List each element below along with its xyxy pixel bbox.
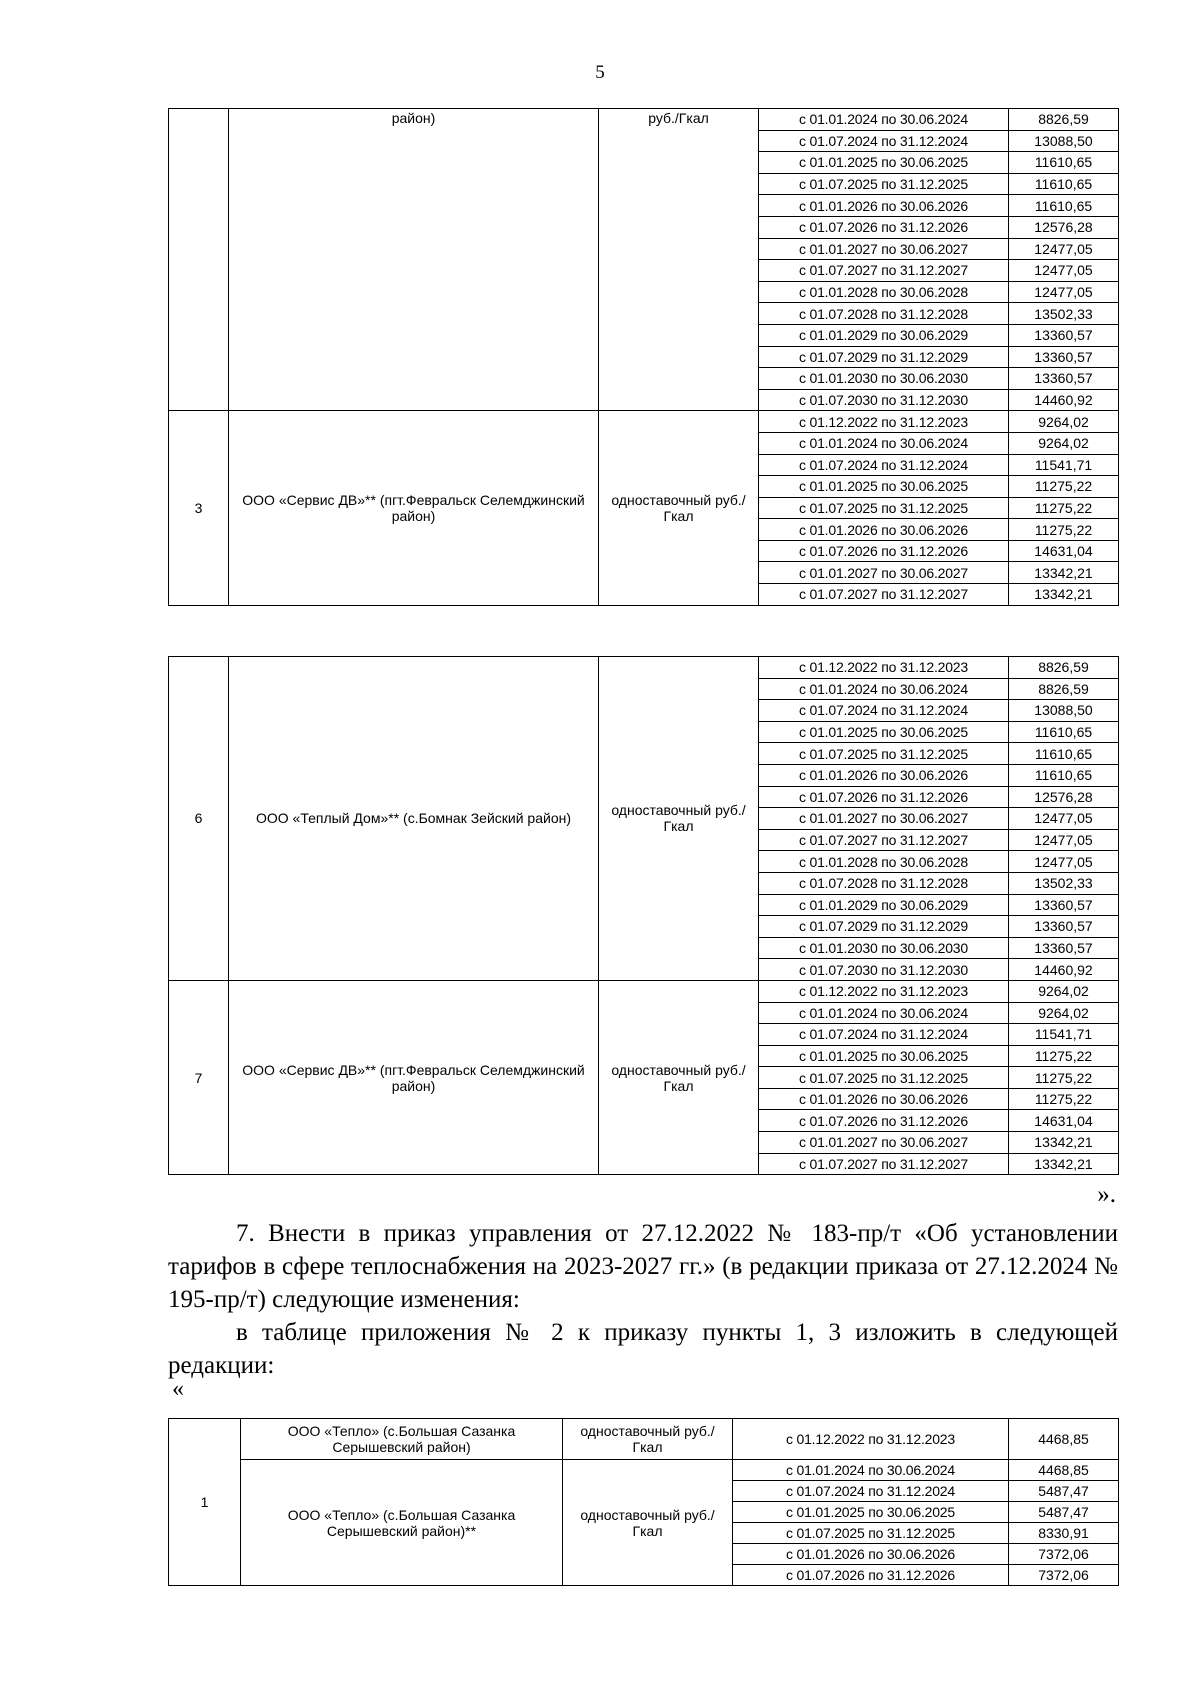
value-cell: 13360,57 [1009, 368, 1119, 390]
value-cell: 9264,02 [1009, 980, 1119, 1002]
period-cell: с 01.01.2028 по 30.06.2028 [759, 281, 1009, 303]
period-cell: с 01.07.2026 по 31.12.2026 [759, 786, 1009, 808]
period-cell: с 01.01.2026 по 30.06.2026 [759, 764, 1009, 786]
period-cell: с 01.07.2028 по 31.12.2028 [759, 303, 1009, 325]
period-cell: с 01.07.2030 по 31.12.2030 [759, 389, 1009, 411]
organization-name: район) [229, 109, 599, 411]
period-cell: с 01.07.2026 по 31.12.2026 [759, 1110, 1009, 1132]
tariff-unit: одноставочный руб./Гкал [563, 1460, 733, 1586]
value-cell: 11275,22 [1009, 476, 1119, 498]
value-cell: 13342,21 [1009, 1132, 1119, 1154]
period-cell: с 01.07.2025 по 31.12.2025 [759, 173, 1009, 195]
period-cell: с 01.07.2027 по 31.12.2027 [759, 1153, 1009, 1175]
opening-quote: « [172, 1376, 184, 1402]
table-row [169, 1460, 1119, 1481]
tariff-unit: одноставочный руб./Гкал [599, 411, 759, 605]
period-cell: с 01.07.2027 по 31.12.2027 [759, 260, 1009, 282]
period-cell: с 01.01.2024 по 30.06.2024 [759, 678, 1009, 700]
value-cell: 12477,05 [1009, 851, 1119, 873]
organization-name: ООО «Сервис ДВ»** (пгт.Февральск Селемджинский район) [229, 411, 599, 605]
period-cell: с 01.12.2022 по 31.12.2023 [759, 411, 1009, 433]
period-cell: с 01.12.2022 по 31.12.2023 [733, 1419, 1009, 1460]
value-cell: 11610,65 [1009, 173, 1119, 195]
table-row [169, 657, 1119, 679]
period-cell: с 01.01.2030 по 30.06.2030 [759, 937, 1009, 959]
period-cell: с 01.01.2029 по 30.06.2029 [759, 324, 1009, 346]
period-cell: с 01.01.2024 по 30.06.2024 [733, 1460, 1009, 1481]
value-cell: 12576,28 [1009, 786, 1119, 808]
table-a-body [169, 109, 1119, 606]
value-cell: 8826,59 [1009, 109, 1119, 131]
period-cell: с 01.01.2025 по 30.06.2025 [759, 476, 1009, 498]
value-cell: 7372,06 [1009, 1565, 1119, 1586]
period-cell: с 01.01.2024 по 30.06.2024 [759, 1002, 1009, 1024]
period-cell: с 01.01.2026 по 30.06.2026 [759, 519, 1009, 541]
period-cell: с 01.01.2026 по 30.06.2026 [759, 195, 1009, 217]
period-cell: с 01.07.2025 по 31.12.2025 [759, 497, 1009, 519]
period-cell: с 01.07.2025 по 31.12.2025 [733, 1523, 1009, 1544]
tariff-table-continuation [168, 108, 1119, 606]
table-b-body [169, 657, 1119, 1175]
value-cell: 9264,02 [1009, 1002, 1119, 1024]
period-cell: с 01.07.2026 по 31.12.2026 [733, 1565, 1009, 1586]
value-cell: 11610,65 [1009, 195, 1119, 217]
table-c-body [169, 1419, 1119, 1586]
period-cell: с 01.12.2022 по 31.12.2023 [759, 980, 1009, 1002]
value-cell: 5487,47 [1009, 1502, 1119, 1523]
item-number: 1 [169, 1419, 241, 1586]
value-cell: 11275,22 [1009, 497, 1119, 519]
page-number: 5 [595, 62, 605, 83]
table-row [169, 109, 1119, 131]
value-cell: 14460,92 [1009, 389, 1119, 411]
table-row [169, 1419, 1119, 1460]
value-cell: 13088,50 [1009, 700, 1119, 722]
value-cell: 11610,65 [1009, 743, 1119, 765]
tariff-unit: одноставочный руб./Гкал [599, 980, 759, 1174]
period-cell: с 01.01.2028 по 30.06.2028 [759, 851, 1009, 873]
tariff-table-new-item-1 [168, 1418, 1119, 1586]
table-row [169, 980, 1119, 1002]
period-cell: с 01.01.2026 по 30.06.2026 [733, 1544, 1009, 1565]
table-row [169, 411, 1119, 433]
period-cell: с 01.01.2027 по 30.06.2027 [759, 238, 1009, 260]
period-cell: с 01.07.2025 по 31.12.2025 [759, 1067, 1009, 1089]
value-cell: 13342,21 [1009, 1153, 1119, 1175]
period-cell: с 01.07.2024 по 31.12.2024 [759, 454, 1009, 476]
value-cell: 8826,59 [1009, 678, 1119, 700]
value-cell: 8826,59 [1009, 657, 1119, 679]
tariff-unit: одноставочный руб./Гкал [599, 657, 759, 981]
value-cell: 8330,91 [1009, 1523, 1119, 1544]
value-cell: 13360,57 [1009, 894, 1119, 916]
tariff-unit: руб./Гкал [599, 109, 759, 411]
item-number: 3 [169, 411, 229, 605]
period-cell: с 01.07.2026 по 31.12.2026 [759, 216, 1009, 238]
period-cell: с 01.07.2028 по 31.12.2028 [759, 872, 1009, 894]
period-cell: с 01.01.2025 по 30.06.2025 [759, 1045, 1009, 1067]
value-cell: 11610,65 [1009, 721, 1119, 743]
period-cell: с 01.07.2024 по 31.12.2024 [733, 1481, 1009, 1502]
value-cell: 11275,22 [1009, 1067, 1119, 1089]
period-cell: с 01.12.2022 по 31.12.2023 [759, 657, 1009, 679]
item-number: 7 [169, 980, 229, 1174]
period-cell: с 01.07.2027 по 31.12.2027 [759, 584, 1009, 606]
value-cell: 4468,85 [1009, 1460, 1119, 1481]
value-cell: 12477,05 [1009, 808, 1119, 830]
value-cell: 11275,22 [1009, 519, 1119, 541]
value-cell: 11275,22 [1009, 1088, 1119, 1110]
period-cell: с 01.07.2026 по 31.12.2026 [759, 540, 1009, 562]
period-cell: с 01.07.2030 по 31.12.2030 [759, 959, 1009, 981]
value-cell: 12477,05 [1009, 281, 1119, 303]
organization-name: ООО «Тепло» (с.Большая Сазанка Серышевский район) [241, 1419, 563, 1460]
period-cell: с 01.01.2024 по 30.06.2024 [759, 109, 1009, 131]
period-cell: с 01.01.2029 по 30.06.2029 [759, 894, 1009, 916]
period-cell: с 01.01.2030 по 30.06.2030 [759, 368, 1009, 390]
value-cell: 12576,28 [1009, 216, 1119, 238]
period-cell: с 01.01.2027 по 30.06.2027 [759, 562, 1009, 584]
period-cell: с 01.07.2029 по 31.12.2029 [759, 916, 1009, 938]
closing-quote: ». [1097, 1181, 1116, 1208]
period-cell: с 01.01.2025 по 30.06.2025 [759, 152, 1009, 174]
period-cell: с 01.07.2029 по 31.12.2029 [759, 346, 1009, 368]
value-cell: 12477,05 [1009, 238, 1119, 260]
period-cell: с 01.01.2025 по 30.06.2025 [733, 1502, 1009, 1523]
period-cell: с 01.01.2027 по 30.06.2027 [759, 1132, 1009, 1154]
period-cell: с 01.07.2027 по 31.12.2027 [759, 829, 1009, 851]
period-cell: с 01.01.2025 по 30.06.2025 [759, 721, 1009, 743]
value-cell: 13342,21 [1009, 584, 1119, 606]
tariff-table-items-6-7 [168, 656, 1119, 1175]
tariff-unit: одноставочный руб./Гкал [563, 1419, 733, 1460]
value-cell: 11610,65 [1009, 764, 1119, 786]
period-cell: с 01.01.2027 по 30.06.2027 [759, 808, 1009, 830]
value-cell: 5487,47 [1009, 1481, 1119, 1502]
value-cell: 13360,57 [1009, 916, 1119, 938]
value-cell: 11541,71 [1009, 454, 1119, 476]
value-cell: 9264,02 [1009, 432, 1119, 454]
period-cell: с 01.01.2024 по 30.06.2024 [759, 432, 1009, 454]
value-cell: 14631,04 [1009, 1110, 1119, 1132]
paragraph-7: 7. Внести в приказ управления от 27.12.2022 № 183-пр/т «Об установлении тарифов в сфере теплоснабжения на 2023-2027 гг.» (в редакции приказа от 27.12.2024 № 195-пр/т) следующие изменения: [168, 1220, 1118, 1313]
value-cell: 4468,85 [1009, 1419, 1119, 1460]
item-number [169, 109, 229, 411]
value-cell: 11541,71 [1009, 1024, 1119, 1046]
value-cell: 11275,22 [1009, 1045, 1119, 1067]
value-cell: 12477,05 [1009, 260, 1119, 282]
item-number: 6 [169, 657, 229, 981]
organization-name: ООО «Тепло» (с.Большая Сазанка Серышевский район)** [241, 1460, 563, 1586]
value-cell: 13502,33 [1009, 303, 1119, 325]
period-cell: с 01.07.2024 по 31.12.2024 [759, 130, 1009, 152]
value-cell: 13360,57 [1009, 937, 1119, 959]
value-cell: 14631,04 [1009, 540, 1119, 562]
period-cell: с 01.07.2024 по 31.12.2024 [759, 1024, 1009, 1046]
value-cell: 13360,57 [1009, 346, 1119, 368]
paragraph-table-note: в таблице приложения № 2 к приказу пункты 1, 3 изложить в следующей редакции: [168, 1319, 1118, 1379]
period-cell: с 01.01.2026 по 30.06.2026 [759, 1088, 1009, 1110]
value-cell: 12477,05 [1009, 829, 1119, 851]
value-cell: 11610,65 [1009, 152, 1119, 174]
value-cell: 13342,21 [1009, 562, 1119, 584]
organization-name: ООО «Теплый Дом»** (с.Бомнак Зейский район) [229, 657, 599, 981]
period-cell: с 01.07.2024 по 31.12.2024 [759, 700, 1009, 722]
value-cell: 13502,33 [1009, 872, 1119, 894]
value-cell: 9264,02 [1009, 411, 1119, 433]
value-cell: 14460,92 [1009, 959, 1119, 981]
value-cell: 13088,50 [1009, 130, 1119, 152]
value-cell: 7372,06 [1009, 1544, 1119, 1565]
period-cell: с 01.07.2025 по 31.12.2025 [759, 743, 1009, 765]
value-cell: 13360,57 [1009, 324, 1119, 346]
organization-name: ООО «Сервис ДВ»** (пгт.Февральск Селемджинский район) [229, 980, 599, 1174]
